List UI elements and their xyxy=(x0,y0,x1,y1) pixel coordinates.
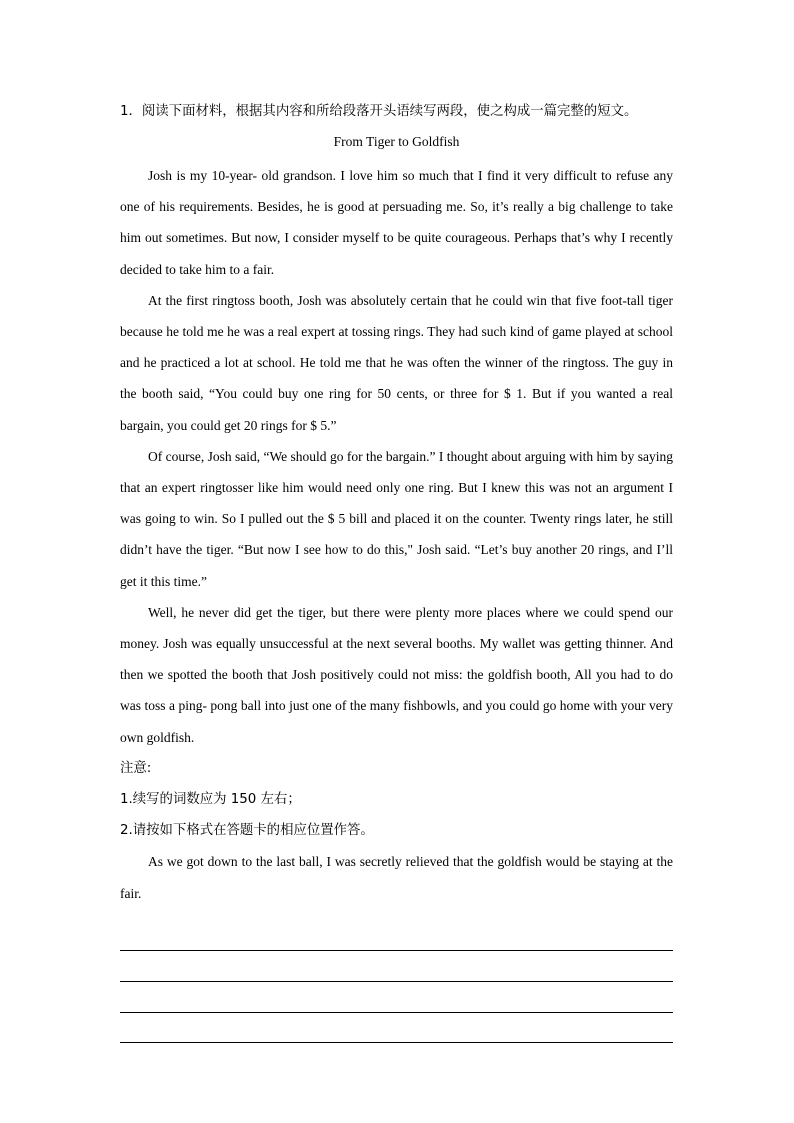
answer-lines xyxy=(120,921,673,1043)
passage-paragraph-4: Well, he never did get the tiger, but there were plenty more places where we could spend our money. Josh was equally unsuccessful at the next several booths. My wallet was getting thinner. And then we spotted the booth that Josh positively could not miss: the goldfish booth, All you had to do was toss a ping- pong ball into just one of the many fishbowls, and you could go home with your very own goldfish. xyxy=(120,604,673,745)
question-instruction: 1．阅读下面材料，根据其内容和所给段落开头语续写两段，使之构成一篇完整的短文。 xyxy=(120,104,638,119)
note-answer-format: 2.请按如下格式在答题卡的相应位置作答。 xyxy=(120,823,374,839)
passage-paragraph-2: At the first ringtoss booth, Josh was absolutely certain that he could win that five foot-tall tiger because he told me he was a real expert at tossing rings. They had such kind of game played at school and he practiced a lot at school. He told me that he was often the winner of the ringtoss. The guy in the booth said, “You could buy one ring for 50 cents, or three for $ 1. But if you wanted a real bargain, you could get 20 rings for $ 5.” xyxy=(120,292,673,433)
answer-line xyxy=(120,1013,673,1044)
note-word-count: 1.续写的词数应为 150 左右； xyxy=(120,792,301,808)
passage-paragraph-3: Of course, Josh said, “We should go for the bargain.” I thought about arguing with him by saying that an expert ringtosser like him would need only one ring. But I knew this was not an argument I was going to win. So I pulled out the $ 5 bill and placed it on the counter. Twenty rings later, he still didn’t have the tiger. “But now I see how to do this," Josh said. “Let’s buy another 20 rings, and I’ll get it this time.” xyxy=(120,448,673,589)
answer-line xyxy=(120,982,673,1013)
question-sheet xyxy=(120,101,673,1043)
passage-paragraph-1: Josh is my 10-year- old grandson. I love him so much that I find it very difficult to refuse any one of his requirements. Besides, he is good at persuading me. So, it’s really a big challenge to take him out sometimes. But now, I consider myself to be quite courageous. Perhaps that’s why I recently decided to take him to a fair. xyxy=(120,168,673,277)
answer-line xyxy=(120,921,673,952)
notes-heading: 注意: xyxy=(120,760,152,776)
passage-title: From Tiger to Goldfish xyxy=(333,134,460,149)
continuation-opening: As we got down to the last ball, I was secretly relieved that the goldfish would be staying at the fair. xyxy=(120,854,673,901)
answer-line xyxy=(120,951,673,982)
